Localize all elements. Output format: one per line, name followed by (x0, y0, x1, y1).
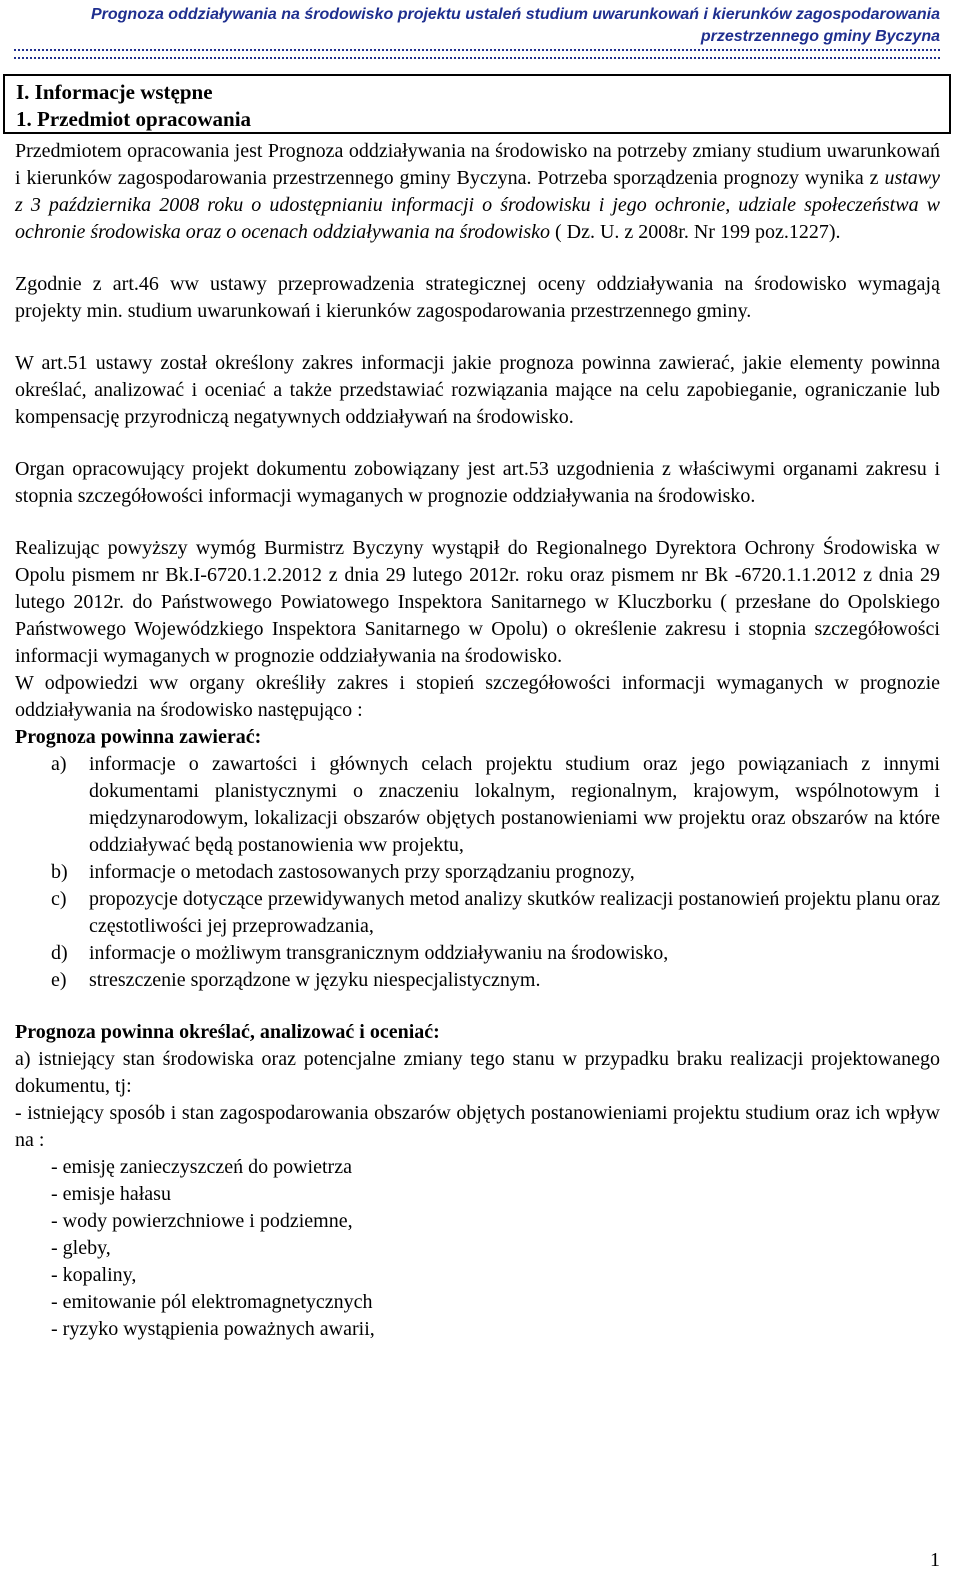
header-line-2: przestrzennego gminy Byczyna (700, 28, 940, 45)
list-item: - emitowanie pól elektromagnetycznych (51, 1291, 373, 1313)
list-item (15, 751, 940, 859)
section-subtitle: 1. Przedmiot opracowania (16, 107, 252, 131)
list-item: - gleby, (51, 1237, 111, 1259)
paragraph-intro-text-a: Przedmiotem opracowania jest Prognoza oddziaływania na środowisko na potrzeby zmiany studium uwarunkowań i kierunków zagospodarowania przestrzennego gminy Byczyna. Potrzeba sporządzenia prognozy wynika z (15, 140, 940, 189)
list-item (15, 886, 940, 940)
section-title: I. Informacje wstępne (16, 80, 213, 104)
list-marker: b) (51, 861, 68, 883)
list-item (15, 940, 940, 967)
running-header (14, 4, 940, 48)
page-number: 1 (930, 1549, 940, 1571)
list2-intro-a: a) istniejący stan środowiska oraz potencjalne zmiany tego stanu w przypadku braku realizacji projektowanego dokumentu, tj: (15, 1048, 940, 1097)
list-item-text: informacje o możliwym transgranicznym oddziaływaniu na środowisko, (89, 942, 669, 964)
list-item (15, 859, 940, 886)
list1-heading: Prognoza powinna zawierać: (15, 726, 262, 748)
list-marker: e) (51, 969, 67, 991)
law-reference: ustawy z 3 października 2008 roku o udostępnianiu informacji o środowisku i jego ochronie, udziale społeczeństwa w ochronie środowiska oraz o ocenach oddziaływania na środowisko (15, 167, 940, 243)
list2-intro-b: - istniejący sposób i stan zagospodarowania obszarów objętych postanowieniami projektu studium oraz ich wpływ na : (15, 1102, 940, 1151)
list-item: - wody powierzchniowe i podziemne, (51, 1210, 353, 1232)
paragraph-art46: Zgodnie z art.46 ww ustawy przeprowadzenia strategicznej oceny oddziaływania na środowisko wymagają projekty min. studium uwarunkowań i kierunków zagospodarowania przestrzennego gminy. (15, 273, 940, 322)
list-item-text: informacje o zawartości i głównych celach projektu studium oraz jego powiązaniach z innymi dokumentami planistycznymi o znaczeniu lokalnym, regionalnym, krajowym, wspólnotowym i międzynarodowym, lokalizacji obszarów objętych postanowieniami ww projektu oraz obszarów na które oddziaływać będą postanowienia ww projektu, (89, 753, 940, 856)
paragraph-art51: W art.51 ustawy został określony zakres informacji jakie prognoza powinna zawierać, jakie elementy powinna określać, analizować i oceniać a także przedstawiać rozwiązania mające na celu zapobieganie, ograniczanie lub kompensację przyrodniczą negatywnych oddziaływań na środowisko. (15, 352, 940, 428)
list1 (15, 751, 940, 994)
list-item-text: propozycje dotyczące przewidywanych metod analizy skutków realizacji postanowień projektu planu oraz częstotliwości jej przeprowadzania, (89, 888, 940, 937)
paragraph-request: Realizując powyższy wymóg Burmistrz Byczyny wystąpił do Regionalnego Dyrektora Ochrony Środowiska w Opolu pismem nr Bk.I-6720.1.2.2012 z dnia 29 lutego 2012r. roku oraz pismem nr Bk -6720.1.1.2012 z dnia 29 lutego 2012r. do Państwowego Powiatowego Inspektora Sanitarnego w Kluczborku ( przesłane do Opolskiego Państwowego Wojewódzkiego Inspektora Sanitarnego w Opolu) o określenie zakresu i stopnia szczegółowości informacji wymaganych w prognozie oddziaływania na środowisko. (15, 537, 940, 667)
list2 (15, 1154, 940, 1343)
list-marker: c) (51, 888, 67, 910)
document-body (15, 138, 940, 1343)
list-item: - kopaliny, (51, 1264, 137, 1286)
paragraph-intro (15, 138, 940, 246)
header-line-1: Prognoza oddziaływania na środowisko projektu ustaleń studium uwarunkowań i kierunków zagospodarowania (90, 6, 940, 23)
list-item-text: informacje o metodach zastosowanych przy sporządzaniu prognozy, (89, 861, 635, 883)
list-item (15, 967, 940, 994)
paragraph-response: W odpowiedzi ww organy określiły zakres i stopień szczegółowości informacji wymaganych w prognozie oddziaływania na środowisko następująco : (15, 672, 940, 721)
list-item: - ryzyko wystąpienia poważnych awarii, (51, 1318, 375, 1340)
list-item-text: streszczenie sporządzone w języku niespecjalistycznym. (89, 969, 541, 991)
list-item: - emisje hałasu (51, 1183, 171, 1205)
list-marker: a) (51, 753, 67, 775)
list-marker: d) (51, 942, 68, 964)
paragraph-intro-text-b: ( Dz. U. z 2008r. Nr 199 poz.1227). (549, 221, 841, 243)
section-heading-box (3, 74, 951, 134)
list2-heading: Prognoza powinna określać, analizować i oceniać: (15, 1021, 440, 1043)
paragraph-art53: Organ opracowujący projekt dokumentu zobowiązany jest art.53 uzgodnienia z właściwymi organami zakresu i stopnia szczegółowości informacji wymaganych w prognozie oddziaływania na środowisko. (15, 458, 940, 507)
header-rule (14, 49, 940, 59)
list-item: - emisję zanieczyszczeń do powietrza (51, 1156, 352, 1178)
